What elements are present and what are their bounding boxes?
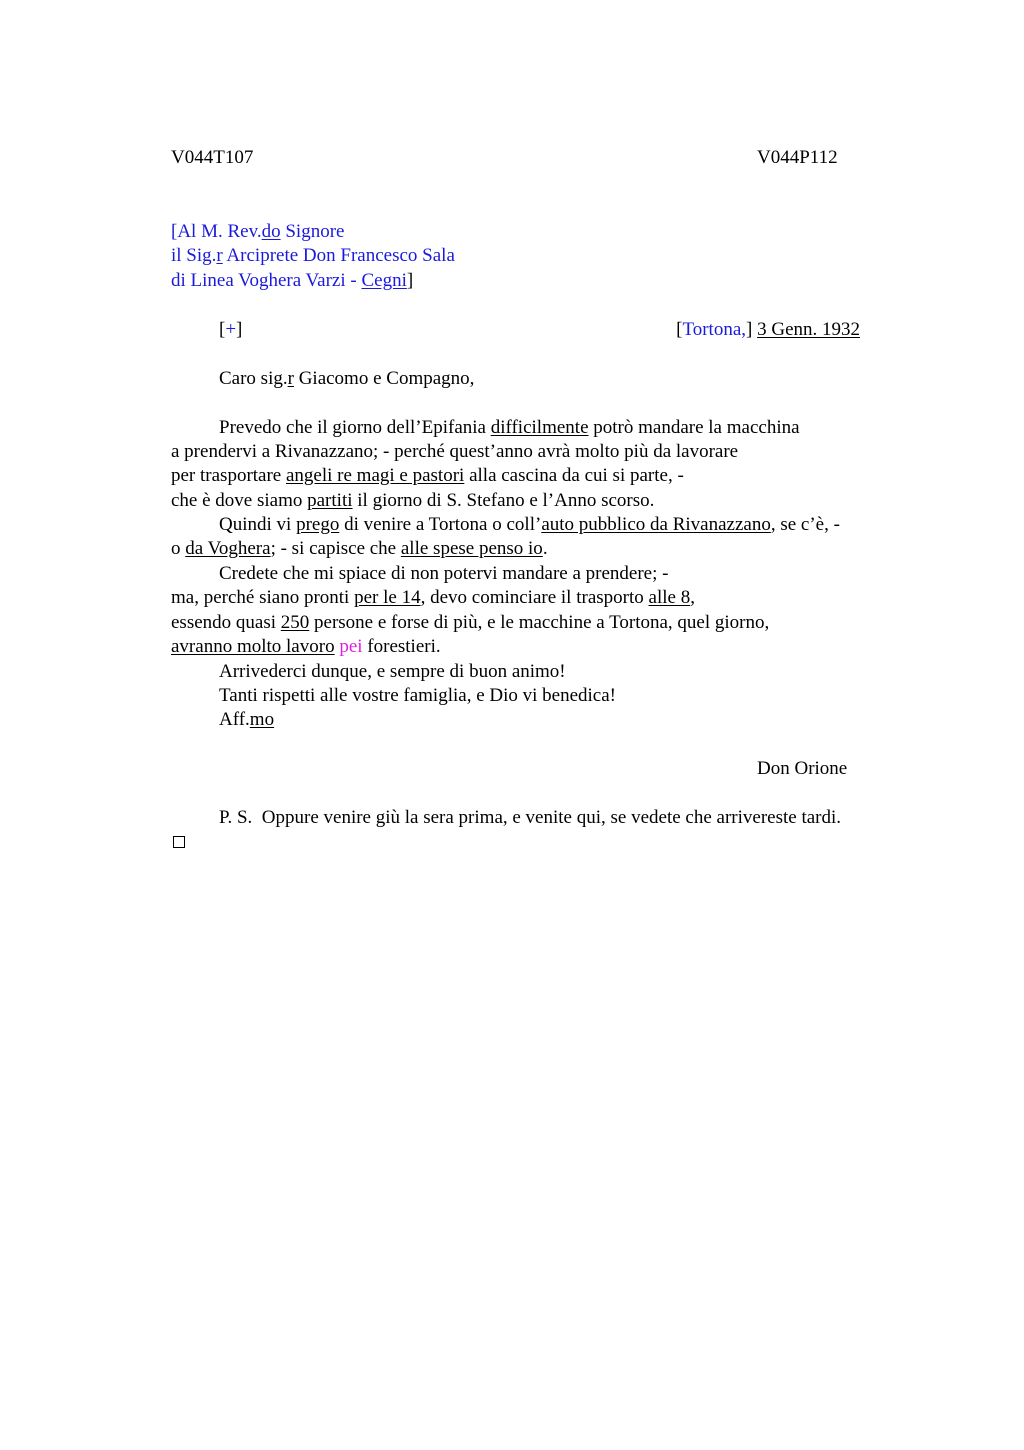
postscript: P. S. Oppure venire giù la sera prima, e venite qui, se vedete che arrivereste tardi. (219, 807, 842, 828)
header-right-code: V044P112 (757, 147, 838, 168)
body-line-10: avranno molto lavoro pei forestieri. (171, 636, 441, 657)
body-line-5: Quindi vi prego di venire a Tortona o coll’auto pubblico da Rivanazzano, se c’è, - (219, 514, 840, 535)
salutation: Caro sig.r Giacomo e Compagno, (219, 368, 475, 389)
address-line-2: il Sig.r Arciprete Don Francesco Sala (171, 245, 455, 266)
signature: Don Orione (757, 758, 848, 779)
place-date: [Tortona,] 3 Genn. 1932 (676, 319, 860, 340)
cross-mark: [+] (219, 319, 243, 340)
end-marker-box (173, 836, 185, 848)
body-line-6: o da Voghera; - si capisce che alle spese penso io. (171, 538, 548, 559)
body-line-4: che è dove siamo partiti il giorno di S. Stefano e l’Anno scorso. (171, 490, 655, 511)
body-line-8: ma, perché siano pronti per le 14, devo cominciare il trasporto alle 8, (171, 587, 695, 608)
body-line-7: Credete che mi spiace di non potervi mandare a prendere; - (219, 563, 669, 584)
body-line-1: Prevedo che il giorno dell’Epifania difficilmente potrò mandare la macchina (219, 417, 800, 438)
header-left-code: V044T107 (171, 147, 254, 168)
closing: Aff.mo (219, 709, 275, 730)
body-line-12: Tanti rispetti alle vostre famiglia, e Dio vi benedica! (219, 685, 617, 706)
address-line-1: [Al M. Rev.do Signore (171, 221, 345, 242)
body-line-9: essendo quasi 250 persone e forse di più, e le macchine a Tortona, quel giorno, (171, 612, 770, 633)
address-line-3: di Linea Voghera Varzi - Cegni] (171, 270, 414, 291)
body-line-11: Arrivederci dunque, e sempre di buon animo! (219, 661, 566, 682)
body-line-3: per trasportare angeli re magi e pastori alla cascina da cui si parte, - (171, 465, 684, 486)
body-line-2: a prendervi a Rivanazzano; - perché quest’anno avrà molto più da lavorare (171, 441, 739, 462)
